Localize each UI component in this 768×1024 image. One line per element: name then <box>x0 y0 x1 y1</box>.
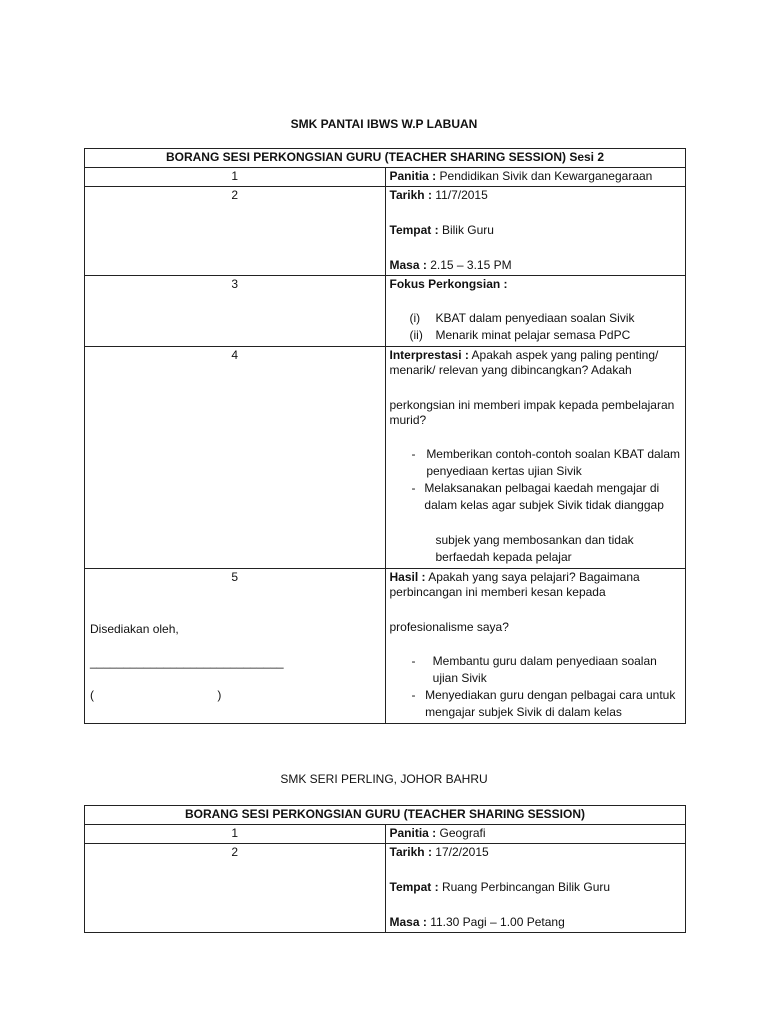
row-number: 4 <box>85 347 386 569</box>
panitia-value: Geografi <box>436 826 486 840</box>
outcome-cell <box>385 569 686 724</box>
outcome-question-cont: profesionalisme saya? <box>389 620 509 634</box>
school-title-2: SMK SERI PERLING, JOHOR BAHRU <box>280 772 488 786</box>
tarikh-value: 17/2/2015 <box>431 845 489 859</box>
outcome-question: Apakah yang saya pelajari? Bagaimana perbincangan ini memberi kesan kepada <box>389 570 640 599</box>
form-header: BORANG SESI PERKONGSIAN GURU (TEACHER SHARING SESSION) Sesi 2 <box>85 149 686 168</box>
tarikh-label: Tarikh : <box>389 188 432 202</box>
panitia-label: Panitia : <box>389 169 437 183</box>
item-text: Membantu guru dalam penyediaan soalan ujian Sivik <box>432 654 657 685</box>
prepared-by-label: Disediakan oleh, <box>90 622 179 636</box>
item-marker: (ii) <box>409 328 423 342</box>
bullet-dash: - <box>411 654 416 668</box>
sharing-form-2 <box>84 805 686 933</box>
row-number: 2 <box>85 187 386 276</box>
tempat-label: Tempat : <box>389 223 439 237</box>
schedule-cell <box>385 187 686 276</box>
table-row <box>85 825 686 844</box>
tempat-value: Ruang Perbincangan Bilik Guru <box>438 880 611 894</box>
list-item <box>390 653 682 687</box>
item-text: Menarik minat pelajar semasa PdPC <box>435 328 631 342</box>
tarikh-label: Tarikh : <box>389 845 432 859</box>
tempat-label: Tempat : <box>389 880 439 894</box>
interpretation-question-cont: perkongsian ini memberi impak kepada pembelajaran murid? <box>389 398 675 427</box>
list-item <box>390 327 682 344</box>
list-item <box>390 446 682 480</box>
panitia-cell <box>385 825 686 844</box>
row-number: 1 <box>85 168 386 187</box>
item-text: KBAT dalam penyediaan soalan Sivik <box>435 311 635 325</box>
signature-line: _____________________________ <box>90 655 284 669</box>
item-continuation: subjek yang membosankan dan tidak berfaedah kepada pelajar <box>435 533 634 564</box>
focus-label: Fokus Perkongsian : <box>389 277 508 291</box>
list-item <box>390 687 682 721</box>
list-item <box>390 480 682 514</box>
row-number: 2 <box>85 844 386 933</box>
masa-value: 11.30 Pagi – 1.00 Petang <box>426 915 565 929</box>
panitia-cell <box>385 168 686 187</box>
outcome-label: Hasil : <box>389 570 426 584</box>
form-header-row <box>85 149 686 168</box>
focus-cell <box>385 276 686 347</box>
masa-label: Masa : <box>389 258 427 272</box>
item-text: Memberikan contoh-contoh soalan KBAT dalam penyediaan kertas ujian Sivik <box>426 447 681 478</box>
table-row <box>85 168 686 187</box>
item-text: Melaksanakan pelbagai kaedah mengajar di dalam kelas agar subjek Sivik tidak dianggap <box>424 481 664 512</box>
tarikh-value: 11/7/2015 <box>431 188 488 202</box>
interpretation-label: Interprestasi : <box>389 348 469 362</box>
row-number: 5 <box>85 569 386 724</box>
schedule-cell <box>385 844 686 933</box>
interpretation-question: Apakah aspek yang paling penting/ menarik/ relevan yang dibincangkan? Adakah <box>389 348 659 377</box>
sharing-form-1 <box>84 148 686 724</box>
row-number: 3 <box>85 276 386 347</box>
panitia-value: Pendidikan Sivik dan Kewarganegaraan <box>436 169 653 183</box>
tempat-value: Bilik Guru <box>438 223 494 237</box>
form-header: BORANG SESI PERKONGSIAN GURU (TEACHER SHARING SESSION) <box>85 806 686 825</box>
panitia-label: Panitia : <box>389 826 437 840</box>
table-row <box>85 347 686 569</box>
table-row <box>85 276 686 347</box>
list-item <box>390 310 682 327</box>
form-header-row <box>85 806 686 825</box>
row-number: 1 <box>85 825 386 844</box>
masa-value: 2.15 – 3.15 PM <box>426 258 512 272</box>
bullet-dash: - <box>411 447 416 461</box>
item-text: Menyediakan guru dengan pelbagai cara untuk mengajar subjek Sivik di dalam kelas <box>425 688 676 719</box>
name-brackets: ( ) <box>90 688 222 702</box>
table-row <box>85 844 686 933</box>
bullet-dash: - <box>411 481 416 495</box>
item-marker: (i) <box>409 311 421 325</box>
bullet-dash: - <box>411 688 416 702</box>
table-row <box>85 187 686 276</box>
masa-label: Masa : <box>389 915 427 929</box>
interpretation-cell <box>385 347 686 569</box>
school-title-1: SMK PANTAI IBWS W.P LABUAN <box>290 117 478 131</box>
